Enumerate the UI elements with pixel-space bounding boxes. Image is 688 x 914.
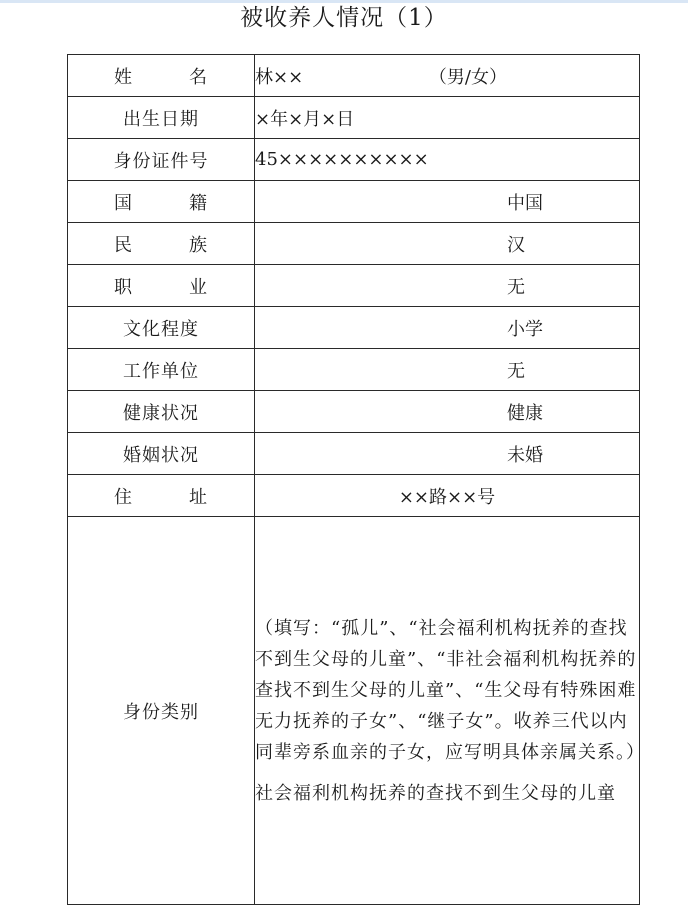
row-occupation — [68, 265, 640, 307]
row-marital — [68, 433, 640, 475]
row-id-number — [68, 139, 640, 181]
row-name — [68, 55, 640, 97]
row-workplace — [68, 349, 640, 391]
gender-option: （男/女） — [428, 66, 507, 88]
workplace-value: 无 — [507, 360, 525, 382]
occupation-label: 职 业 — [68, 265, 255, 307]
id-number-label: 身份证件号 — [68, 139, 255, 181]
row-identity-category — [68, 517, 640, 905]
birth-date-label: 出生日期 — [68, 97, 255, 139]
name-label: 姓 名 — [68, 55, 255, 97]
identity-fill-instructions: （填写：“孤儿”、“社会福利机构抚养的查找不到生父母的儿童”、“非社会福利机构抚养的查找不到生父母的儿童”、“生父母有特殊困难无力抚养的子女”、“继子女”。收养三代以内同辈旁系血亲的子女，应写明具体亲属关系。） — [255, 618, 645, 763]
marital-value: 未婚 — [507, 444, 543, 466]
ethnicity-cell — [255, 223, 640, 265]
ethnicity-value: 汉 — [507, 234, 525, 256]
workplace-label: 工作单位 — [68, 349, 255, 391]
marital-cell — [255, 433, 640, 475]
education-cell — [255, 307, 640, 349]
marital-label: 婚姻状况 — [68, 433, 255, 475]
nationality-cell — [255, 181, 640, 223]
row-nationality — [68, 181, 640, 223]
row-education — [68, 307, 640, 349]
ethnicity-label: 民 族 — [68, 223, 255, 265]
education-label: 文化程度 — [68, 307, 255, 349]
occupation-value: 无 — [507, 276, 525, 298]
address-label: 住 址 — [68, 475, 255, 517]
name-value: 林×× — [255, 66, 304, 88]
nationality-label: 国 籍 — [68, 181, 255, 223]
row-ethnicity — [68, 223, 640, 265]
workplace-cell — [255, 349, 640, 391]
identity-category-cell — [255, 517, 645, 905]
health-cell — [255, 391, 640, 433]
occupation-cell — [255, 265, 640, 307]
birth-date-value: ×年×月×日 — [255, 97, 640, 139]
health-value: 健康 — [507, 402, 543, 424]
row-health — [68, 391, 640, 433]
name-cell — [255, 55, 640, 97]
id-number-value: 45×××××××××× — [255, 139, 640, 181]
health-label: 健康状况 — [68, 391, 255, 433]
identity-category-value: 社会福利机构抚养的查找不到生父母的儿童 — [255, 783, 616, 804]
education-value: 小学 — [507, 318, 543, 340]
page-title: 被收养人情况（1） — [240, 5, 448, 31]
nationality-value: 中国 — [507, 192, 543, 214]
row-birth-date — [68, 97, 640, 139]
address-value: ××路××号 — [255, 475, 640, 517]
row-address — [68, 475, 640, 517]
identity-category-label: 身份类别 — [68, 517, 255, 905]
adoptee-info-table — [67, 54, 645, 905]
